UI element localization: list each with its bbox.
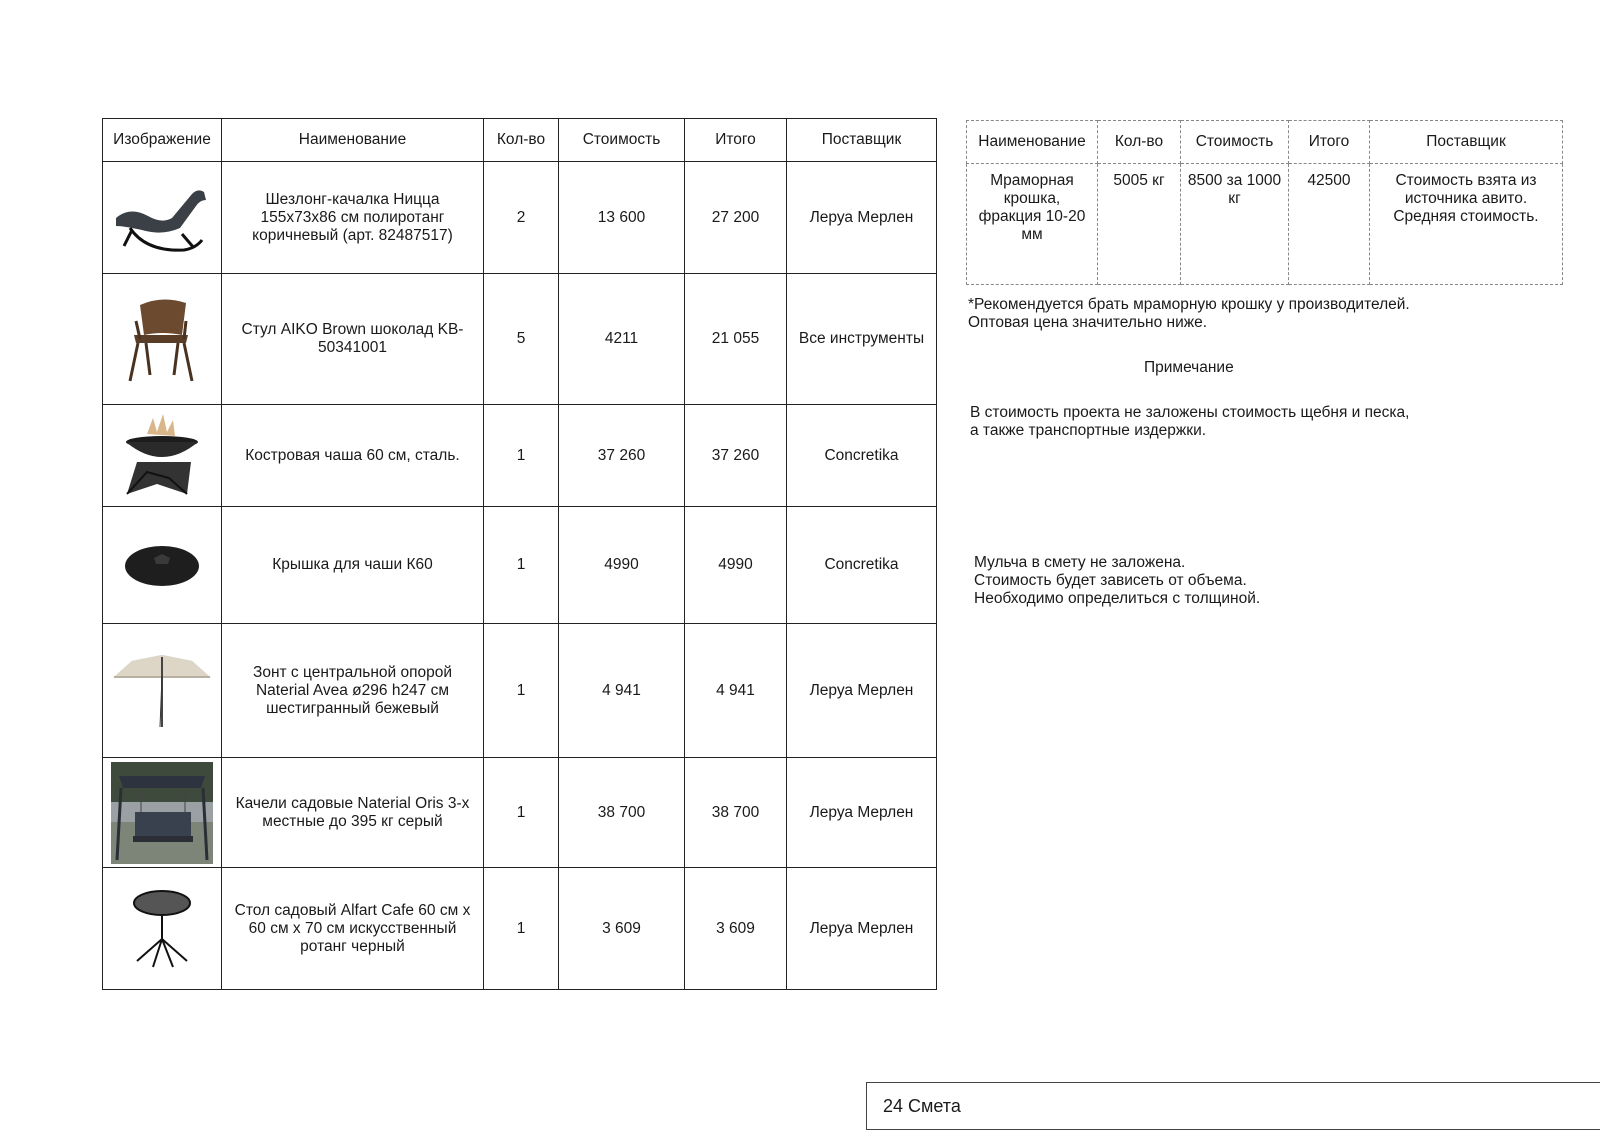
item-qty: 1: [484, 405, 559, 507]
wicker-chair-image: [122, 291, 202, 387]
table-row: [103, 162, 937, 274]
remark-body: В стоимость проекта не заложены стоимость щебня и песка, а также транспортные издержки.: [970, 404, 1410, 439]
item-price: 4211: [559, 274, 685, 405]
header-qty: Кол-во: [484, 119, 559, 162]
item-supplier: Леруа Мерлен: [787, 162, 937, 274]
item-supplier: Все инструменты: [787, 274, 937, 405]
umbrella-image: [112, 653, 212, 729]
side-header-name: Наименование: [967, 121, 1098, 164]
item-total: 38 700: [685, 758, 787, 868]
item-supplier: Леруа Мерлен: [787, 758, 937, 868]
item-supplier: Леруа Мерлен: [787, 868, 937, 990]
item-price: 38 700: [559, 758, 685, 868]
side-item-total: 42500: [1289, 164, 1370, 285]
item-name: Костровая чаша 60 см, сталь.: [222, 405, 484, 507]
item-qty: 2: [484, 162, 559, 274]
item-total: 4 941: [685, 624, 787, 758]
item-name: Стул AIKO Brown шоколад KB-50341001: [222, 274, 484, 405]
side-item-qty: 5005 кг: [1098, 164, 1181, 285]
lounge-chair-image: [110, 178, 214, 258]
item-price: 3 609: [559, 868, 685, 990]
side-item-name: Мраморная крошка, фракция 10-20 мм: [967, 164, 1098, 285]
item-total: 27 200: [685, 162, 787, 274]
side-header-total: Итого: [1289, 121, 1370, 164]
table-row: [103, 507, 937, 624]
side-header-supplier: Поставщик: [1370, 121, 1563, 164]
item-name: Шезлонг-качалка Ницца 155x73x86 см полиротанг коричневый (арт. 82487517): [222, 162, 484, 274]
page-number-title: 24 Смета: [883, 1096, 961, 1116]
side-header-price: Стоимость: [1181, 121, 1289, 164]
item-supplier: Concretika: [787, 405, 937, 507]
garden-table-image: [129, 889, 195, 969]
table-row: [103, 868, 937, 990]
side-item-price: 8500 за 1000 кг: [1181, 164, 1289, 285]
item-price: 13 600: [559, 162, 685, 274]
item-qty: 1: [484, 507, 559, 624]
side-header-row: [967, 121, 1563, 164]
item-name: Стол садовый Alfart Cafe 60 см x 60 см x 70 см искусственный ротанг черный: [222, 868, 484, 990]
item-name: Качели садовые Naterial Oris 3-х местные до 395 кг серый: [222, 758, 484, 868]
item-qty: 1: [484, 868, 559, 990]
item-price: 4990: [559, 507, 685, 624]
header-name: Наименование: [222, 119, 484, 162]
header-supplier: Поставщик: [787, 119, 937, 162]
table-header-row: [103, 119, 937, 162]
item-total: 21 055: [685, 274, 787, 405]
item-price: 37 260: [559, 405, 685, 507]
mulch-note: Мульча в смету не заложена. Стоимость будет зависеть от объема. Необходимо определиться с толщиной.: [974, 554, 1261, 607]
item-supplier: Леруа Мерлен: [787, 624, 937, 758]
fire-bowl-image: [117, 410, 207, 502]
header-price: Стоимость: [559, 119, 685, 162]
table-row: [103, 624, 937, 758]
side-item-supplier: Стоимость взята из источника авито. Средняя стоимость.: [1370, 164, 1563, 285]
header-image: Изображение: [103, 119, 222, 162]
item-total: 4990: [685, 507, 787, 624]
side-row: [967, 164, 1563, 285]
item-qty: 5: [484, 274, 559, 405]
recommendation-note: *Рекомендуется брать мраморную крошку у производителей. Оптовая цена значительно ниже.: [968, 296, 1410, 331]
remark-title: Примечание: [1144, 359, 1234, 376]
table-row: [103, 758, 937, 868]
header-total: Итого: [685, 119, 787, 162]
estimate-table: [102, 118, 937, 990]
item-supplier: Concretika: [787, 507, 937, 624]
item-qty: 1: [484, 758, 559, 868]
marble-chips-table: [966, 120, 1563, 285]
garden-swing-image: [111, 762, 213, 864]
item-price: 4 941: [559, 624, 685, 758]
table-row: [103, 274, 937, 405]
table-row: [103, 405, 937, 507]
item-name: Зонт с центральной опорой Naterial Avea ø296 h247 см шестигранный бежевый: [222, 624, 484, 758]
page-footer: [866, 1082, 1600, 1130]
item-total: 3 609: [685, 868, 787, 990]
item-qty: 1: [484, 624, 559, 758]
side-header-qty: Кол-во: [1098, 121, 1181, 164]
item-name: Крышка для чаши К60: [222, 507, 484, 624]
item-total: 37 260: [685, 405, 787, 507]
bowl-lid-image: [122, 540, 202, 590]
